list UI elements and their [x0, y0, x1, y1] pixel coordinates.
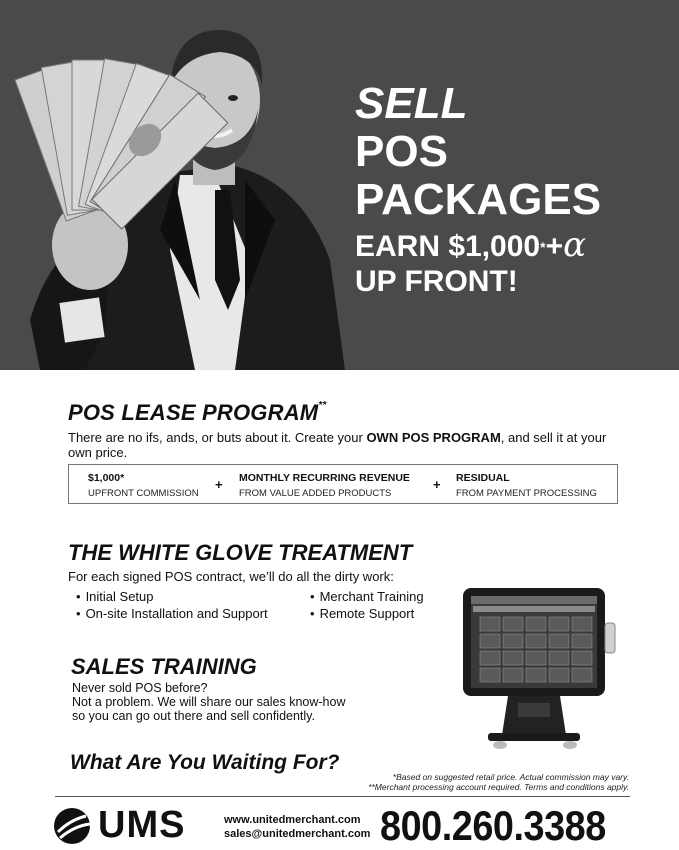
- earnings-item-upfront: [88, 472, 199, 500]
- list-item: • Merchant Training: [310, 588, 424, 605]
- hero-headline: [355, 79, 602, 300]
- earnings-item-title: RESIDUAL: [456, 472, 510, 484]
- footer-divider: [55, 796, 630, 797]
- hero-earn-alpha: α: [563, 225, 587, 265]
- earnings-box: [68, 464, 618, 504]
- email-link[interactable]: sales@unitedmerchant.com: [224, 828, 371, 840]
- ums-logo-icon: [52, 806, 96, 846]
- lease-title-mark: **: [318, 400, 327, 411]
- earnings-item-title: $1,000*: [88, 472, 125, 484]
- list-item: • On-site Installation and Support: [76, 605, 268, 622]
- hero-banner: [0, 0, 679, 370]
- list-item: • Remote Support: [310, 605, 424, 622]
- sales-line: so you can go out there and sell confidently.: [72, 709, 315, 723]
- services-list-left: [76, 588, 268, 622]
- hero-sell: SELL: [355, 79, 468, 128]
- lease-desc-bold: OWN POS PROGRAM: [366, 430, 501, 445]
- sales-training-title: SALES TRAINING: [71, 654, 257, 679]
- website-link[interactable]: www.unitedmerchant.com: [224, 814, 361, 826]
- sales-line: Never sold POS before?: [72, 681, 208, 695]
- lease-program-title: [68, 400, 327, 426]
- earnings-item-subtitle: FROM PAYMENT PROCESSING: [456, 488, 597, 499]
- white-glove-description: For each signed POS contract, we’ll do all the dirty work:: [68, 569, 394, 584]
- plus-sign: +: [215, 477, 223, 492]
- hero-upfront: UP FRONT!: [355, 265, 518, 298]
- sales-training-text: [72, 681, 346, 723]
- sales-line: Not a problem. We will share our sales know-how: [72, 695, 346, 709]
- hero-pos: POS: [355, 127, 448, 176]
- white-glove-title: THE WHITE GLOVE TREATMENT: [68, 540, 413, 565]
- earnings-item-subtitle: UPFRONT COMMISSION: [88, 488, 199, 499]
- pos-terminal-image: [458, 585, 628, 750]
- earnings-item-title: MONTHLY RECURRING REVENUE: [239, 472, 410, 484]
- hero-earn: [355, 225, 601, 265]
- hero-earn-plus: +: [545, 230, 564, 263]
- earnings-item-residual: [456, 472, 597, 500]
- lease-description: [68, 430, 628, 460]
- lease-desc-pre: There are no ifs, ands, or buts about it. Create your: [68, 430, 367, 445]
- contact-info: [224, 813, 370, 841]
- call-to-action-heading: What Are You Waiting For?: [70, 751, 340, 774]
- footnotes: [368, 772, 629, 792]
- lease-desc-post: , and sell it at your own price.: [68, 430, 607, 460]
- footnote: **Merchant processing account required. Terms and conditions apply.: [368, 782, 629, 792]
- footnote: *Based on suggested retail price. Actual commission may vary.: [392, 772, 629, 782]
- earnings-item-subtitle: FROM VALUE ADDED PRODUCTS: [239, 488, 392, 499]
- ums-logo-text: UMS: [98, 804, 186, 846]
- plus-sign: +: [433, 477, 441, 492]
- services-list-right: [310, 588, 424, 622]
- businessman-with-cash-photo: [0, 0, 360, 370]
- list-item: • Initial Setup: [76, 588, 268, 605]
- hero-earn-mark: *: [540, 239, 546, 255]
- lease-title-text: POS LEASE PROGRAM: [68, 400, 319, 425]
- earnings-item-monthly: [239, 472, 410, 500]
- hero-packages: PACKAGES: [355, 175, 602, 224]
- phone-number[interactable]: 800.260.3388: [380, 802, 606, 849]
- hero-earn-amount: EARN $1,000: [355, 230, 541, 263]
